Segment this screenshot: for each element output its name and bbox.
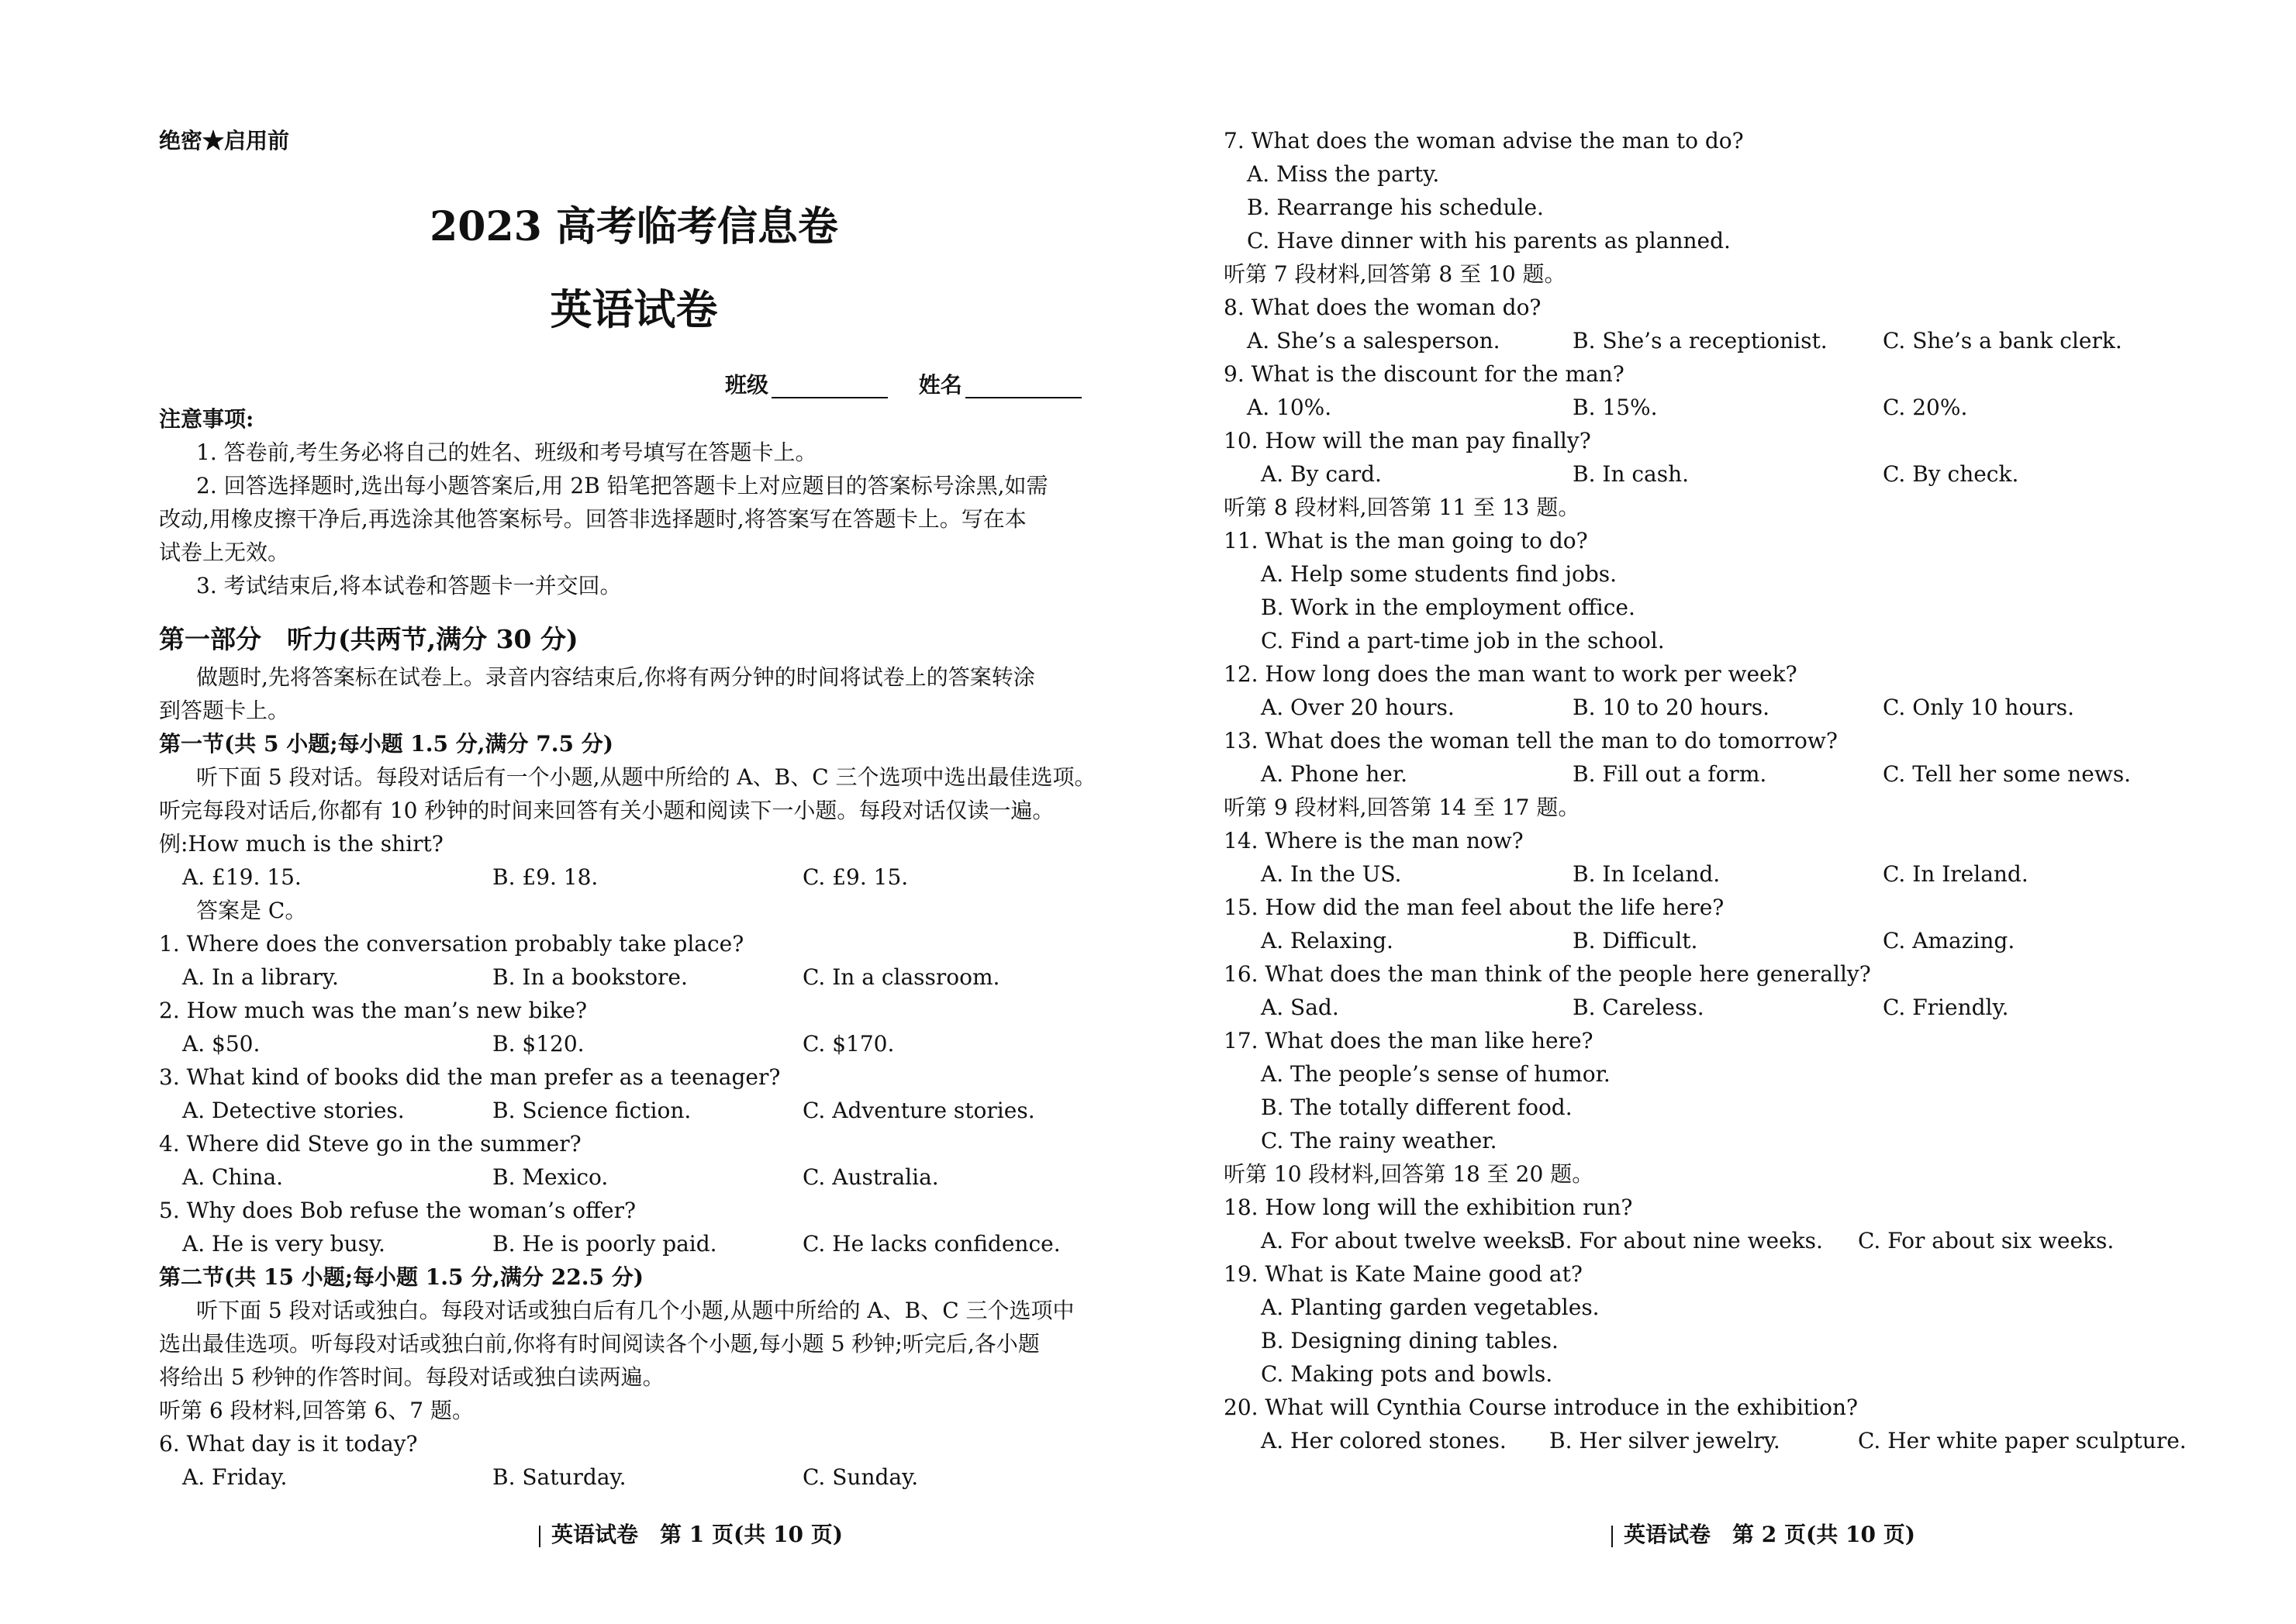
option-c: C. Amazing. bbox=[1883, 928, 2015, 953]
option-c: C. Australia. bbox=[803, 1164, 939, 1190]
option-a: A. Detective stories. bbox=[182, 1098, 405, 1123]
question-20-options bbox=[1261, 1428, 2191, 1456]
question-8: 8. What does the woman do? bbox=[1224, 295, 1542, 320]
footer-text: 英语试卷 第 2 页(共 10 页) bbox=[1624, 1522, 1915, 1547]
page-footer-1 bbox=[539, 1518, 843, 1549]
question-16-options bbox=[1261, 995, 2191, 1022]
option-a: A. By card. bbox=[1261, 461, 1382, 487]
section1-instruction-b: 听完每段对话后,你都有 10 秒钟的时间来回答有关小题和阅读下一小题。每段对话仅读一遍。 bbox=[159, 798, 1055, 823]
question-14: 14. Where is the man now? bbox=[1224, 828, 1524, 853]
question-17-option-b: B. The totally different food. bbox=[1261, 1095, 1573, 1120]
question-16: 16. What does the man think of the people here generally? bbox=[1224, 961, 1871, 987]
question-2-options bbox=[182, 1031, 1113, 1059]
question-6-options bbox=[182, 1464, 1113, 1492]
question-5-options bbox=[182, 1231, 1113, 1259]
exam-title: 2023 高考临考信息卷 bbox=[430, 203, 838, 250]
option-b: B. 15%. bbox=[1573, 395, 1658, 420]
note-2c: 试卷上无效。 bbox=[159, 540, 290, 565]
option-a: A. Friday. bbox=[182, 1464, 288, 1490]
option-a: A. He is very busy. bbox=[182, 1231, 385, 1257]
class-label: 班级 bbox=[725, 372, 769, 398]
notes-title: 注意事项: bbox=[159, 406, 254, 432]
question-19-option-c: C. Making pots and bowls. bbox=[1261, 1361, 1553, 1387]
question-17: 17. What does the man like here? bbox=[1224, 1028, 1593, 1053]
part1-instruction-b: 到答题卡上。 bbox=[159, 698, 290, 723]
class-blank bbox=[772, 377, 888, 398]
option-b: B. She’s a receptionist. bbox=[1573, 328, 1828, 353]
material-8-heading: 听第 8 段材料,回答第 11 至 13 题。 bbox=[1224, 495, 1580, 520]
question-7-option-a: A. Miss the party. bbox=[1247, 161, 1440, 187]
question-17-option-c: C. The rainy weather. bbox=[1261, 1128, 1497, 1153]
option-a: A. $50. bbox=[182, 1031, 261, 1057]
option-c: C. By check. bbox=[1883, 461, 2019, 487]
option-b: B. For about nine weeks. bbox=[1549, 1228, 1823, 1253]
question-10: 10. How will the man pay finally? bbox=[1224, 428, 1591, 453]
question-19-option-b: B. Designing dining tables. bbox=[1261, 1328, 1559, 1353]
question-20: 20. What will Cynthia Course introduce in the exhibition? bbox=[1224, 1395, 1859, 1420]
question-12-options bbox=[1261, 695, 2191, 722]
question-13: 13. What does the woman tell the man to do tomorrow? bbox=[1224, 728, 1838, 753]
question-7: 7. What does the woman advise the man to do? bbox=[1224, 128, 1744, 153]
option-c: C. For about six weeks. bbox=[1858, 1228, 2115, 1253]
example-options bbox=[182, 864, 1113, 892]
section2-instruction-b: 选出最佳选项。听每段对话或独白前,你将有时间阅读各个小题,每小题 5 秒钟;听完后,各小题 bbox=[159, 1331, 1040, 1357]
question-13-options bbox=[1261, 761, 2191, 789]
option-b: B. He is poorly paid. bbox=[492, 1231, 717, 1257]
footer-text: 英语试卷 第 1 页(共 10 页) bbox=[551, 1522, 843, 1547]
option-c: C. Tell her some news. bbox=[1883, 761, 2132, 787]
option-a: A. In a library. bbox=[182, 964, 339, 990]
question-9: 9. What is the discount for the man? bbox=[1224, 361, 1624, 387]
option-b: B. Her silver jewelry. bbox=[1549, 1428, 1780, 1453]
question-5: 5. Why does Bob refuse the woman’s offer? bbox=[159, 1198, 636, 1223]
question-7-option-b: B. Rearrange his schedule. bbox=[1247, 195, 1544, 220]
option-c: C. She’s a bank clerk. bbox=[1883, 328, 2122, 353]
example-question: 例:How much is the shirt? bbox=[159, 831, 444, 857]
question-11-option-b: B. Work in the employment office. bbox=[1261, 595, 1635, 620]
question-1-options bbox=[182, 964, 1113, 992]
material-10-heading: 听第 10 段材料,回答第 18 至 20 题。 bbox=[1224, 1161, 1594, 1187]
option-b: B. 10 to 20 hours. bbox=[1573, 695, 1770, 720]
option-b: B. In cash. bbox=[1573, 461, 1690, 487]
question-2: 2. How much was the man’s new bike? bbox=[159, 998, 587, 1023]
confidential-mark: 绝密★启用前 bbox=[159, 128, 290, 153]
option-b: B. Fill out a form. bbox=[1573, 761, 1767, 787]
option-b: B. $120. bbox=[492, 1031, 585, 1057]
option-b: B. In a bookstore. bbox=[492, 964, 688, 990]
note-2b: 改动,用橡皮擦干净后,再选涂其他答案标号。回答非选择题时,将答案写在答题卡上。写在本 bbox=[159, 506, 1027, 532]
option-c: C. In a classroom. bbox=[803, 964, 1000, 990]
option-b: B. Saturday. bbox=[492, 1464, 627, 1490]
question-17-option-a: A. The people’s sense of humor. bbox=[1261, 1061, 1611, 1087]
question-8-options bbox=[1247, 328, 2177, 356]
option-a: A. She’s a salesperson. bbox=[1247, 328, 1500, 353]
section2-instruction-c: 将给出 5 秒钟的作答时间。每段对话或独白读两遍。 bbox=[159, 1364, 665, 1390]
note-3: 3. 考试结束后,将本试卷和答题卡一并交回。 bbox=[196, 573, 622, 598]
question-11-option-a: A. Help some students find jobs. bbox=[1261, 561, 1618, 587]
part1-instruction-a: 做题时,先将答案标在试卷上。录音内容结束后,你将有两分钟的时间将试卷上的答案转涂 bbox=[196, 664, 1035, 690]
page-footer-2 bbox=[1611, 1518, 1915, 1549]
option-b: B. £9. 18. bbox=[492, 864, 599, 890]
option-a: A. Sad. bbox=[1261, 995, 1339, 1020]
option-b: B. Mexico. bbox=[492, 1164, 609, 1190]
part1-title: 第一部分 听力(共两节,满分 30 分) bbox=[159, 624, 578, 654]
question-18: 18. How long will the exhibition run? bbox=[1224, 1195, 1633, 1220]
option-a: A. Her colored stones. bbox=[1261, 1428, 1507, 1453]
question-4: 4. Where did Steve go in the summer? bbox=[159, 1131, 582, 1157]
option-c: C. Sunday. bbox=[803, 1464, 919, 1490]
question-9-options bbox=[1247, 395, 2177, 422]
question-4-options bbox=[182, 1164, 1113, 1192]
question-15: 15. How did the man feel about the life here? bbox=[1224, 895, 1725, 920]
option-b: B. Science fiction. bbox=[492, 1098, 692, 1123]
material-6-heading: 听第 6 段材料,回答第 6、7 题。 bbox=[159, 1398, 474, 1423]
option-c: C. Only 10 hours. bbox=[1883, 695, 2074, 720]
option-a: A. Relaxing. bbox=[1261, 928, 1393, 953]
name-label: 姓名 bbox=[918, 372, 962, 398]
footer-bar bbox=[1611, 1526, 1613, 1547]
question-3: 3. What kind of books did the man prefer as a teenager? bbox=[159, 1064, 781, 1090]
question-6: 6. What day is it today? bbox=[159, 1431, 418, 1457]
section1-title: 第一节(共 5 小题;每小题 1.5 分,满分 7.5 分) bbox=[159, 731, 613, 757]
option-c: C. He lacks confidence. bbox=[803, 1231, 1061, 1257]
section2-title: 第二节(共 15 小题;每小题 1.5 分,满分 22.5 分) bbox=[159, 1264, 644, 1290]
option-a: A. For about twelve weeks. bbox=[1261, 1228, 1559, 1253]
option-a: A. £19. 15. bbox=[182, 864, 302, 890]
question-14-options bbox=[1261, 861, 2191, 889]
option-b: B. Careless. bbox=[1573, 995, 1704, 1020]
section2-instruction-a: 听下面 5 段对话或独白。每段对话或独白后有几个小题,从题中所给的 A、B、C 三个选项中 bbox=[196, 1298, 1075, 1323]
footer-bar bbox=[539, 1526, 540, 1547]
exam-subtitle: 英语试卷 bbox=[550, 284, 718, 334]
name-blank bbox=[965, 377, 1082, 398]
option-c: C. $170. bbox=[803, 1031, 895, 1057]
option-c: C. In Ireland. bbox=[1883, 861, 2028, 887]
question-1: 1. Where does the conversation probably take place? bbox=[159, 931, 744, 957]
option-c: C. £9. 15. bbox=[803, 864, 909, 890]
option-a: A. In the US. bbox=[1261, 861, 1402, 887]
question-12: 12. How long does the man want to work per week? bbox=[1224, 661, 1797, 687]
question-19-option-a: A. Planting garden vegetables. bbox=[1261, 1295, 1600, 1320]
question-19: 19. What is Kate Maine good at? bbox=[1224, 1261, 1583, 1287]
question-15-options bbox=[1261, 928, 2191, 956]
question-11-option-c: C. Find a part-time job in the school. bbox=[1261, 628, 1665, 653]
question-10-options bbox=[1261, 461, 2191, 489]
option-a: A. Over 20 hours. bbox=[1261, 695, 1455, 720]
note-2a: 2. 回答选择题时,选出每小题答案后,用 2B 铅笔把答题卡上对应题目的答案标号涂黑,如需 bbox=[196, 473, 1048, 498]
option-a: A. China. bbox=[182, 1164, 284, 1190]
question-3-options bbox=[182, 1098, 1113, 1126]
question-11: 11. What is the man going to do? bbox=[1224, 528, 1588, 553]
question-18-options bbox=[1261, 1228, 2191, 1256]
option-c: C. 20%. bbox=[1883, 395, 1968, 420]
option-a: A. Phone her. bbox=[1261, 761, 1408, 787]
option-a: A. 10%. bbox=[1247, 395, 1332, 420]
option-c: C. Friendly. bbox=[1883, 995, 2009, 1020]
material-7-heading: 听第 7 段材料,回答第 8 至 10 题。 bbox=[1224, 261, 1566, 287]
example-answer: 答案是 C。 bbox=[196, 898, 307, 923]
question-7-option-c: C. Have dinner with his parents as planned. bbox=[1247, 228, 1731, 253]
class-name-fields bbox=[725, 372, 1082, 398]
option-b: B. In Iceland. bbox=[1573, 861, 1721, 887]
material-9-heading: 听第 9 段材料,回答第 14 至 17 题。 bbox=[1224, 795, 1580, 820]
option-c: C. Her white paper sculpture. bbox=[1858, 1428, 2187, 1453]
section1-instruction-a: 听下面 5 段对话。每段对话后有一个小题,从题中所给的 A、B、C 三个选项中选出最佳选项。 bbox=[196, 764, 1096, 790]
option-c: C. Adventure stories. bbox=[803, 1098, 1035, 1123]
note-1: 1. 答卷前,考生务必将自己的姓名、班级和考号填写在答题卡上。 bbox=[196, 440, 817, 465]
option-b: B. Difficult. bbox=[1573, 928, 1698, 953]
